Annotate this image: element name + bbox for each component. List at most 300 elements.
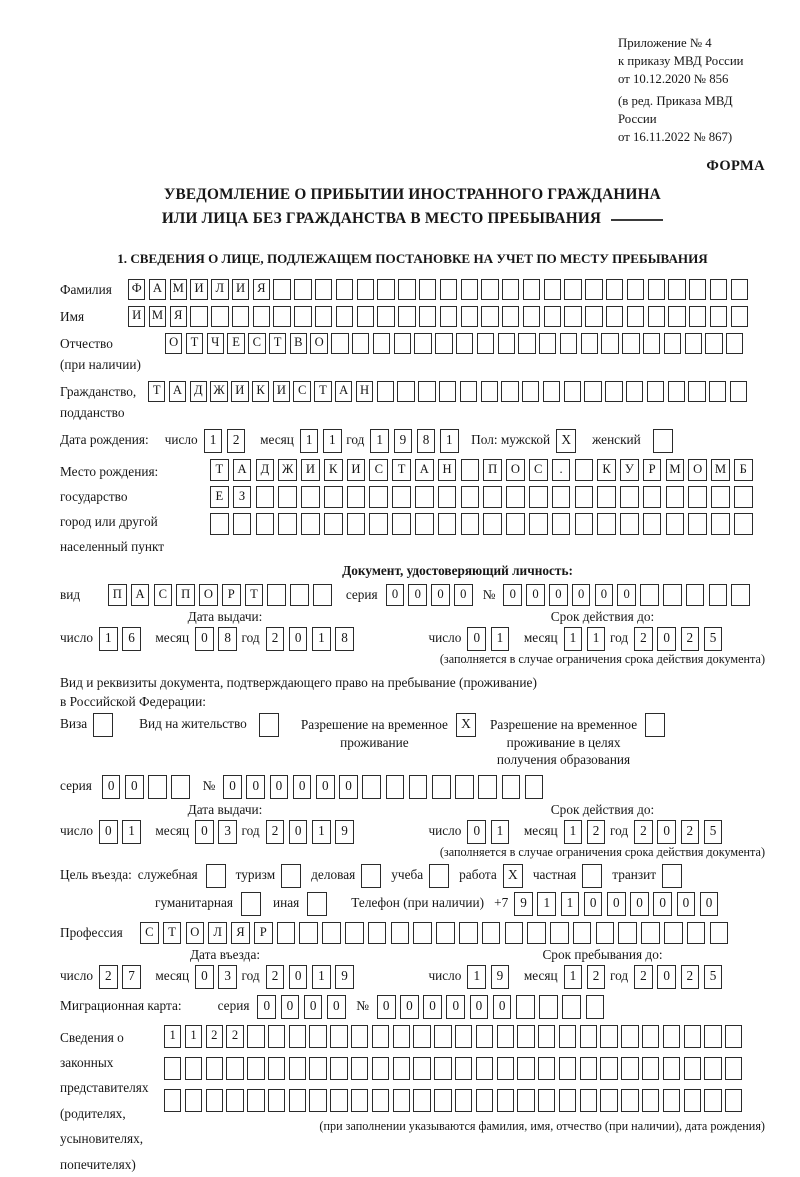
- char-cell[interactable]: [206, 1057, 223, 1080]
- char-cell[interactable]: 8: [218, 627, 237, 651]
- char-cell[interactable]: С: [369, 459, 388, 481]
- char-cell[interactable]: [538, 1089, 555, 1112]
- char-cell[interactable]: [301, 513, 320, 535]
- char-cell[interactable]: [597, 513, 616, 535]
- char-cell[interactable]: 2: [206, 1025, 223, 1048]
- char-cell[interactable]: 1: [564, 820, 583, 844]
- char-cell[interactable]: 0: [246, 775, 265, 799]
- char-cell[interactable]: [734, 486, 753, 508]
- char-cell[interactable]: [351, 1025, 368, 1048]
- char-cell[interactable]: [393, 1057, 410, 1080]
- char-cell[interactable]: Е: [227, 333, 244, 354]
- char-cell[interactable]: [606, 306, 623, 327]
- char-cell[interactable]: [559, 1025, 576, 1048]
- char-cell[interactable]: [164, 1057, 181, 1080]
- char-cell[interactable]: [684, 1089, 701, 1112]
- char-cell[interactable]: [377, 381, 394, 402]
- char-cell[interactable]: [481, 279, 498, 300]
- char-cell[interactable]: [294, 279, 311, 300]
- char-cell[interactable]: [516, 995, 535, 1019]
- char-cell[interactable]: [538, 1025, 555, 1048]
- char-cell[interactable]: 0: [289, 820, 308, 844]
- char-cell[interactable]: 0: [270, 775, 289, 799]
- char-cell[interactable]: А: [335, 381, 352, 402]
- char-cell[interactable]: [523, 279, 540, 300]
- char-cell[interactable]: М: [149, 306, 166, 327]
- char-cell[interactable]: [502, 279, 519, 300]
- char-cell[interactable]: [455, 1057, 472, 1080]
- char-cell[interactable]: [709, 584, 728, 606]
- char-cell[interactable]: [643, 333, 660, 354]
- char-cell[interactable]: [584, 381, 601, 402]
- char-cell[interactable]: [704, 1057, 721, 1080]
- char-cell[interactable]: [439, 381, 456, 402]
- char-cell[interactable]: [415, 513, 434, 535]
- checkbox-cell[interactable]: [653, 429, 673, 453]
- char-cell[interactable]: [461, 459, 480, 481]
- char-cell[interactable]: [564, 279, 581, 300]
- char-cell[interactable]: [559, 1089, 576, 1112]
- char-cell[interactable]: [564, 381, 581, 402]
- char-cell[interactable]: 0: [549, 584, 568, 606]
- char-cell[interactable]: [377, 306, 394, 327]
- char-cell[interactable]: [278, 513, 297, 535]
- char-cell[interactable]: О: [199, 584, 218, 606]
- char-cell[interactable]: [517, 1089, 534, 1112]
- char-cell[interactable]: [580, 1025, 597, 1048]
- char-cell[interactable]: 1: [561, 892, 580, 916]
- char-cell[interactable]: О: [506, 459, 525, 481]
- char-cell[interactable]: [527, 922, 546, 944]
- checkbox-cell[interactable]: [241, 892, 261, 916]
- char-cell[interactable]: [419, 279, 436, 300]
- char-cell[interactable]: 3: [218, 965, 237, 989]
- char-cell[interactable]: [573, 922, 592, 944]
- char-cell[interactable]: [730, 381, 747, 402]
- char-cell[interactable]: [725, 1089, 742, 1112]
- char-cell[interactable]: [226, 1089, 243, 1112]
- char-cell[interactable]: [596, 922, 615, 944]
- char-cell[interactable]: [397, 381, 414, 402]
- char-cell[interactable]: [413, 922, 432, 944]
- char-cell[interactable]: [506, 513, 525, 535]
- char-cell[interactable]: [725, 1057, 742, 1080]
- char-cell[interactable]: [185, 1057, 202, 1080]
- char-cell[interactable]: [309, 1089, 326, 1112]
- char-cell[interactable]: [330, 1057, 347, 1080]
- char-cell[interactable]: 2: [587, 965, 606, 989]
- char-cell[interactable]: [643, 513, 662, 535]
- char-cell[interactable]: 2: [226, 1025, 243, 1048]
- char-cell[interactable]: [438, 513, 457, 535]
- char-cell[interactable]: Ж: [278, 459, 297, 481]
- char-cell[interactable]: Д: [190, 381, 207, 402]
- char-cell[interactable]: 0: [289, 627, 308, 651]
- char-cell[interactable]: [398, 279, 415, 300]
- char-cell[interactable]: [621, 1057, 638, 1080]
- char-cell[interactable]: [481, 381, 498, 402]
- char-cell[interactable]: И: [231, 381, 248, 402]
- char-cell[interactable]: 2: [266, 627, 285, 651]
- char-cell[interactable]: 0: [289, 965, 308, 989]
- char-cell[interactable]: [668, 381, 685, 402]
- char-cell[interactable]: [232, 306, 249, 327]
- char-cell[interactable]: 0: [677, 892, 696, 916]
- char-cell[interactable]: [731, 306, 748, 327]
- char-cell[interactable]: [618, 922, 637, 944]
- char-cell[interactable]: [663, 1089, 680, 1112]
- char-cell[interactable]: [580, 1089, 597, 1112]
- char-cell[interactable]: [580, 1057, 597, 1080]
- char-cell[interactable]: [664, 333, 681, 354]
- char-cell[interactable]: [322, 922, 341, 944]
- char-cell[interactable]: [648, 279, 665, 300]
- char-cell[interactable]: [505, 922, 524, 944]
- char-cell[interactable]: 0: [607, 892, 626, 916]
- char-cell[interactable]: 0: [630, 892, 649, 916]
- char-cell[interactable]: 0: [377, 995, 396, 1019]
- char-cell[interactable]: [413, 1057, 430, 1080]
- char-cell[interactable]: [642, 1057, 659, 1080]
- char-cell[interactable]: [498, 333, 515, 354]
- checkbox-cell[interactable]: X: [456, 713, 476, 737]
- char-cell[interactable]: 2: [634, 820, 653, 844]
- char-cell[interactable]: 0: [503, 584, 522, 606]
- char-cell[interactable]: [190, 306, 207, 327]
- char-cell[interactable]: 1: [300, 429, 319, 453]
- char-cell[interactable]: [294, 306, 311, 327]
- char-cell[interactable]: 2: [681, 627, 700, 651]
- char-cell[interactable]: [368, 922, 387, 944]
- char-cell[interactable]: О: [310, 333, 327, 354]
- char-cell[interactable]: 0: [102, 775, 121, 799]
- char-cell[interactable]: 1: [312, 965, 331, 989]
- char-cell[interactable]: 9: [394, 429, 413, 453]
- char-cell[interactable]: [585, 306, 602, 327]
- char-cell[interactable]: [392, 513, 411, 535]
- char-cell[interactable]: [476, 1089, 493, 1112]
- char-cell[interactable]: [273, 279, 290, 300]
- char-cell[interactable]: [648, 306, 665, 327]
- checkbox-cell[interactable]: [361, 864, 381, 888]
- char-cell[interactable]: [413, 1025, 430, 1048]
- char-cell[interactable]: [373, 333, 390, 354]
- char-cell[interactable]: 9: [335, 965, 354, 989]
- char-cell[interactable]: 1: [564, 965, 583, 989]
- char-cell[interactable]: 7: [122, 965, 141, 989]
- char-cell[interactable]: М: [711, 459, 730, 481]
- char-cell[interactable]: [552, 513, 571, 535]
- char-cell[interactable]: [413, 1089, 430, 1112]
- char-cell[interactable]: С: [248, 333, 265, 354]
- char-cell[interactable]: [409, 775, 428, 799]
- char-cell[interactable]: 1: [587, 627, 606, 651]
- char-cell[interactable]: [539, 333, 556, 354]
- char-cell[interactable]: [372, 1057, 389, 1080]
- char-cell[interactable]: 0: [423, 995, 442, 1019]
- char-cell[interactable]: Л: [208, 922, 227, 944]
- char-cell[interactable]: [256, 513, 275, 535]
- char-cell[interactable]: [393, 1025, 410, 1048]
- char-cell[interactable]: Р: [643, 459, 662, 481]
- char-cell[interactable]: 2: [634, 627, 653, 651]
- checkbox-cell[interactable]: X: [503, 864, 523, 888]
- char-cell[interactable]: Я: [170, 306, 187, 327]
- char-cell[interactable]: [688, 513, 707, 535]
- char-cell[interactable]: [621, 1089, 638, 1112]
- char-cell[interactable]: [210, 513, 229, 535]
- char-cell[interactable]: 0: [657, 820, 676, 844]
- char-cell[interactable]: 0: [281, 995, 300, 1019]
- char-cell[interactable]: З: [233, 486, 252, 508]
- char-cell[interactable]: [211, 306, 228, 327]
- checkbox-cell[interactable]: [259, 713, 279, 737]
- char-cell[interactable]: [313, 584, 332, 606]
- char-cell[interactable]: [440, 279, 457, 300]
- char-cell[interactable]: 2: [634, 965, 653, 989]
- char-cell[interactable]: 0: [617, 584, 636, 606]
- char-cell[interactable]: [351, 1089, 368, 1112]
- char-cell[interactable]: [517, 1057, 534, 1080]
- char-cell[interactable]: [663, 1057, 680, 1080]
- char-cell[interactable]: Т: [245, 584, 264, 606]
- char-cell[interactable]: Т: [148, 381, 165, 402]
- char-cell[interactable]: Ч: [207, 333, 224, 354]
- char-cell[interactable]: [299, 922, 318, 944]
- char-cell[interactable]: [627, 306, 644, 327]
- char-cell[interactable]: [347, 486, 366, 508]
- char-cell[interactable]: [497, 1089, 514, 1112]
- char-cell[interactable]: Т: [269, 333, 286, 354]
- char-cell[interactable]: А: [169, 381, 186, 402]
- char-cell[interactable]: 0: [467, 820, 486, 844]
- char-cell[interactable]: [663, 584, 682, 606]
- char-cell[interactable]: М: [170, 279, 187, 300]
- char-cell[interactable]: [206, 1089, 223, 1112]
- char-cell[interactable]: [398, 306, 415, 327]
- char-cell[interactable]: Ж: [210, 381, 227, 402]
- char-cell[interactable]: [256, 486, 275, 508]
- char-cell[interactable]: [543, 381, 560, 402]
- char-cell[interactable]: 1: [491, 820, 510, 844]
- char-cell[interactable]: С: [293, 381, 310, 402]
- char-cell[interactable]: [620, 486, 639, 508]
- char-cell[interactable]: [585, 279, 602, 300]
- char-cell[interactable]: [529, 486, 548, 508]
- char-cell[interactable]: 6: [122, 627, 141, 651]
- char-cell[interactable]: [502, 306, 519, 327]
- char-cell[interactable]: П: [176, 584, 195, 606]
- char-cell[interactable]: [226, 1057, 243, 1080]
- char-cell[interactable]: [726, 333, 743, 354]
- char-cell[interactable]: Б: [734, 459, 753, 481]
- char-cell[interactable]: 0: [657, 627, 676, 651]
- char-cell[interactable]: [483, 513, 502, 535]
- char-cell[interactable]: А: [149, 279, 166, 300]
- char-cell[interactable]: [586, 995, 605, 1019]
- char-cell[interactable]: [560, 333, 577, 354]
- char-cell[interactable]: [663, 1025, 680, 1048]
- char-cell[interactable]: [731, 584, 750, 606]
- char-cell[interactable]: [640, 584, 659, 606]
- char-cell[interactable]: [461, 486, 480, 508]
- char-cell[interactable]: [394, 333, 411, 354]
- char-cell[interactable]: 1: [564, 627, 583, 651]
- char-cell[interactable]: 5: [704, 965, 723, 989]
- char-cell[interactable]: [330, 1025, 347, 1048]
- char-cell[interactable]: 0: [493, 995, 512, 1019]
- char-cell[interactable]: К: [252, 381, 269, 402]
- char-cell[interactable]: 0: [446, 995, 465, 1019]
- char-cell[interactable]: [705, 333, 722, 354]
- char-cell[interactable]: К: [597, 459, 616, 481]
- char-cell[interactable]: [734, 513, 753, 535]
- char-cell[interactable]: [517, 1025, 534, 1048]
- char-cell[interactable]: 0: [223, 775, 242, 799]
- char-cell[interactable]: [575, 486, 594, 508]
- checkbox-cell[interactable]: [645, 713, 665, 737]
- char-cell[interactable]: 0: [400, 995, 419, 1019]
- char-cell[interactable]: [689, 306, 706, 327]
- char-cell[interactable]: [309, 1057, 326, 1080]
- char-cell[interactable]: [336, 279, 353, 300]
- char-cell[interactable]: [372, 1025, 389, 1048]
- char-cell[interactable]: 3: [218, 820, 237, 844]
- char-cell[interactable]: [362, 775, 381, 799]
- char-cell[interactable]: [704, 1089, 721, 1112]
- char-cell[interactable]: 2: [681, 820, 700, 844]
- char-cell[interactable]: Л: [211, 279, 228, 300]
- char-cell[interactable]: [377, 279, 394, 300]
- char-cell[interactable]: 0: [99, 820, 118, 844]
- char-cell[interactable]: [436, 922, 455, 944]
- char-cell[interactable]: 0: [526, 584, 545, 606]
- char-cell[interactable]: [597, 486, 616, 508]
- checkbox-cell[interactable]: X: [556, 429, 576, 453]
- char-cell[interactable]: 0: [125, 775, 144, 799]
- char-cell[interactable]: 0: [316, 775, 335, 799]
- char-cell[interactable]: 0: [572, 584, 591, 606]
- char-cell[interactable]: [538, 1057, 555, 1080]
- char-cell[interactable]: О: [186, 922, 205, 944]
- char-cell[interactable]: [419, 306, 436, 327]
- char-cell[interactable]: [685, 333, 702, 354]
- char-cell[interactable]: [647, 381, 664, 402]
- char-cell[interactable]: С: [140, 922, 159, 944]
- char-cell[interactable]: [620, 513, 639, 535]
- char-cell[interactable]: [434, 1025, 451, 1048]
- char-cell[interactable]: 1: [164, 1025, 181, 1048]
- char-cell[interactable]: [253, 306, 270, 327]
- char-cell[interactable]: [455, 1025, 472, 1048]
- checkbox-cell[interactable]: [93, 713, 113, 737]
- char-cell[interactable]: [324, 486, 343, 508]
- char-cell[interactable]: [309, 1025, 326, 1048]
- char-cell[interactable]: [369, 486, 388, 508]
- char-cell[interactable]: 0: [595, 584, 614, 606]
- char-cell[interactable]: [686, 584, 705, 606]
- char-cell[interactable]: [391, 922, 410, 944]
- char-cell[interactable]: [456, 333, 473, 354]
- char-cell[interactable]: Р: [222, 584, 241, 606]
- char-cell[interactable]: [684, 1025, 701, 1048]
- char-cell[interactable]: [315, 279, 332, 300]
- char-cell[interactable]: [689, 279, 706, 300]
- char-cell[interactable]: [171, 775, 190, 799]
- char-cell[interactable]: [392, 486, 411, 508]
- char-cell[interactable]: [289, 1089, 306, 1112]
- char-cell[interactable]: [731, 279, 748, 300]
- char-cell[interactable]: [600, 1057, 617, 1080]
- char-cell[interactable]: [518, 333, 535, 354]
- char-cell[interactable]: М: [666, 459, 685, 481]
- char-cell[interactable]: [668, 306, 685, 327]
- char-cell[interactable]: 1: [323, 429, 342, 453]
- char-cell[interactable]: Я: [253, 279, 270, 300]
- char-cell[interactable]: [627, 279, 644, 300]
- char-cell[interactable]: [459, 922, 478, 944]
- char-cell[interactable]: [461, 279, 478, 300]
- char-cell[interactable]: [605, 381, 622, 402]
- char-cell[interactable]: Н: [356, 381, 373, 402]
- char-cell[interactable]: 0: [257, 995, 276, 1019]
- char-cell[interactable]: 2: [99, 965, 118, 989]
- char-cell[interactable]: [552, 486, 571, 508]
- char-cell[interactable]: [684, 1057, 701, 1080]
- char-cell[interactable]: [345, 922, 364, 944]
- char-cell[interactable]: Е: [210, 486, 229, 508]
- char-cell[interactable]: [564, 306, 581, 327]
- char-cell[interactable]: 1: [99, 627, 118, 651]
- char-cell[interactable]: [710, 279, 727, 300]
- char-cell[interactable]: [347, 513, 366, 535]
- char-cell[interactable]: [268, 1089, 285, 1112]
- char-cell[interactable]: [668, 279, 685, 300]
- char-cell[interactable]: [351, 1057, 368, 1080]
- char-cell[interactable]: 1: [185, 1025, 202, 1048]
- char-cell[interactable]: [482, 922, 501, 944]
- char-cell[interactable]: Р: [254, 922, 273, 944]
- checkbox-cell[interactable]: [582, 864, 602, 888]
- char-cell[interactable]: .: [552, 459, 571, 481]
- checkbox-cell[interactable]: [206, 864, 226, 888]
- char-cell[interactable]: 2: [266, 820, 285, 844]
- char-cell[interactable]: [544, 306, 561, 327]
- char-cell[interactable]: [710, 922, 729, 944]
- char-cell[interactable]: И: [128, 306, 145, 327]
- char-cell[interactable]: 0: [584, 892, 603, 916]
- checkbox-cell[interactable]: [281, 864, 301, 888]
- char-cell[interactable]: [642, 1025, 659, 1048]
- char-cell[interactable]: [460, 381, 477, 402]
- char-cell[interactable]: 1: [312, 627, 331, 651]
- char-cell[interactable]: Д: [256, 459, 275, 481]
- char-cell[interactable]: С: [529, 459, 548, 481]
- char-cell[interactable]: [414, 333, 431, 354]
- char-cell[interactable]: [601, 333, 618, 354]
- char-cell[interactable]: Т: [186, 333, 203, 354]
- char-cell[interactable]: 0: [339, 775, 358, 799]
- char-cell[interactable]: 1: [537, 892, 556, 916]
- char-cell[interactable]: 1: [122, 820, 141, 844]
- char-cell[interactable]: [725, 1025, 742, 1048]
- char-cell[interactable]: [438, 486, 457, 508]
- char-cell[interactable]: 0: [304, 995, 323, 1019]
- char-cell[interactable]: [621, 1025, 638, 1048]
- char-cell[interactable]: 9: [491, 965, 510, 989]
- char-cell[interactable]: П: [108, 584, 127, 606]
- char-cell[interactable]: 0: [431, 584, 450, 606]
